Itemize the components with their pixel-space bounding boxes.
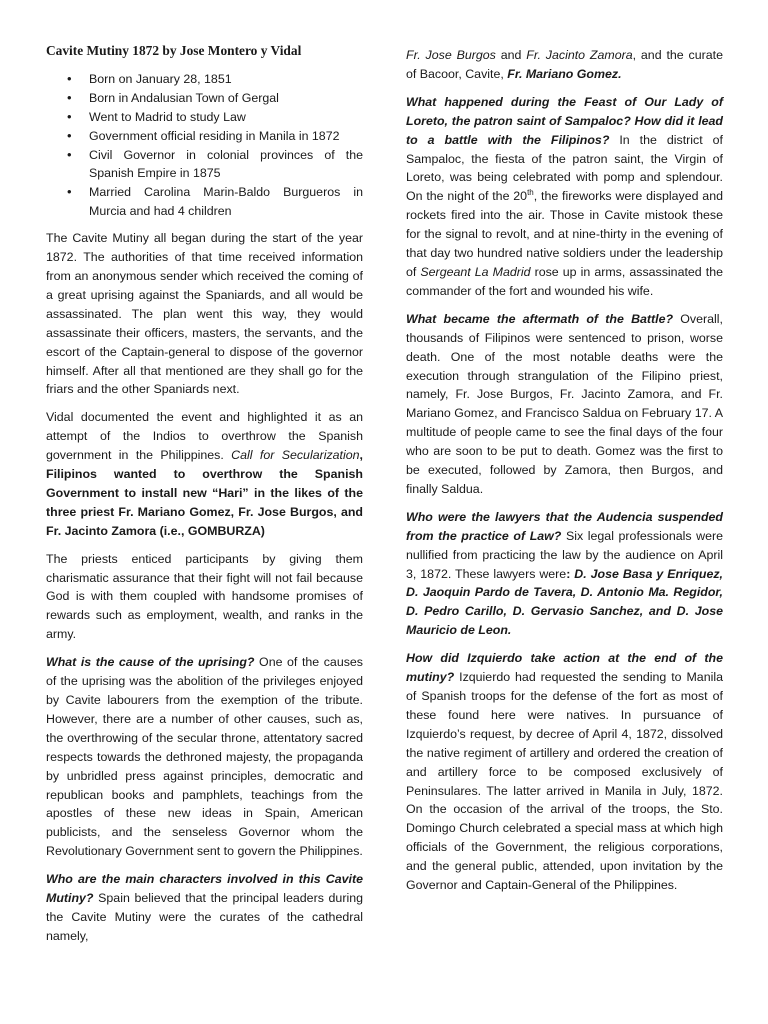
- bio-item: • Born in Andalusian Town of Gergal: [89, 89, 363, 108]
- text-run: :: [566, 566, 571, 581]
- text-run: rose up in arms, assassinated the commander of the fort and wounded his wife.: [406, 264, 723, 298]
- question-lawyers: Who were the lawyers that the Audencia suspended from the practice of Law?: [406, 509, 723, 543]
- biography-list: [46, 70, 363, 221]
- answer-cause: One of the causes of the uprising was the abolition of the privileges enjoyed by Cavite labourers from the exemption of the tribute. However, there are a number of other causes, such as, the overthrowing of the secular throne, attentatory sacred respects towards the dethroned majesty, the propaganda by unbridled press against principles, democratic and republican books and pamphlets, teachings from the apostles of these new ideas in Spain, American publicists, and the senseless Governor whom the Revolutionary Government sent to govern the Philippines.: [46, 655, 363, 859]
- paragraph-intro: The Cavite Mutiny all began during the start of the year 1872. The authorities of that time received information from an anonymous sender which received the coming of a great uprising against the Spaniards, and all would be assassinated. The plan went this way, they would assassinate their officers, masters, the servants, and the escort of the Captain-general to dispose of the governor himself. After all that mentioned are they shall go for the friars and the other Spaniards next.: [46, 231, 363, 397]
- name-la-madrid: Sergeant La Madrid: [420, 264, 531, 279]
- paragraph-feast: [406, 93, 723, 301]
- question-izquierdo: How did Izquierdo take action at the end of the mutiny?: [406, 651, 723, 685]
- lawyer-names: D. Jose Basa y Enriquez, D. Jaoquin Pardo de Tavera, D. Antonio Ma. Regidor, D. Pedro Carillo, D. Gervasio Sanchez, and D. Jose Mauricio de Leon.: [406, 566, 723, 638]
- paragraph-vidal: [46, 408, 363, 540]
- paragraph-characters-cont: [406, 46, 723, 84]
- answer-characters: Spain believed that the principal leaders during the Cavite Mutiny were the curates of the cathedral namely,: [46, 891, 363, 943]
- bio-item: • Born on January 28, 1851: [89, 70, 363, 89]
- bio-item: • Went to Madrid to study Law: [89, 108, 363, 127]
- question-feast: What happened during the Feast of Our Lady of Loreto, the patron saint of Sampaloc? How did it lead to a battle with the Filipinos?: [406, 94, 723, 147]
- text-run: Vidal documented the event and highlighted it as an attempt of the Indios to overthrow the Spanish government in the Philippines.: [46, 410, 363, 463]
- answer-lawyers: Six legal professionals were nullified from practicing the law by the audience on April 3, 1872. These lawyers were: [406, 528, 723, 581]
- bio-item: • Civil Governor in colonial provinces of the Spanish Empire in 1875: [89, 146, 363, 184]
- paragraph-aftermath: [406, 310, 723, 499]
- question-cause: What is the cause of the uprising?: [46, 655, 255, 670]
- name-gomez: Fr. Mariano Gomez.: [507, 66, 622, 81]
- paragraph-izquierdo: [406, 649, 723, 895]
- left-column: [46, 42, 363, 955]
- right-column: [406, 46, 723, 904]
- text-run: , Filipinos wanted to overthrow the Spanish Government to install new “Hari” in the likes of the three priest Fr. Mariano Gomez, Fr. Jose Burgos, and Fr. Jacinto Zamora (i.e., GOMBURZA): [46, 448, 363, 538]
- answer-aftermath: Overall, thousands of Filipinos were sentenced to prison, worse death. One of the most notable deaths were the execution through strangulation of the Filipino priest, namely, Fr. Jose Burgos, Fr. Jacinto Zamora, and Fr. Mariano Gomez, and Francisco Saldua on February 17. A multitude of people came to see the final days of the four who are soon to be put to death. Gomez was the first to be executed, followed by Zamora, then Burgos, and finally Saldua.: [406, 311, 723, 496]
- text-run: , and the curate of Bacoor, Cavite,: [406, 48, 723, 81]
- document-title: Cavite Mutiny 1872 by Jose Montero y Vidal: [46, 43, 302, 58]
- paragraph-priests: The priests enticed participants by giving them charismatic assurance that their fight will not fail because God is with them coupled with handsome promises of rewards such as employment, wealth, and ranks in the army.: [46, 551, 363, 642]
- paragraph-characters: [46, 870, 363, 946]
- answer-feast: In the district of Sampaloc, the fiesta of the patron saint, the Virgin of Loreto, was being celebrated with pomp and splendour. On the night of the 20: [406, 132, 723, 204]
- paragraph-cause: [46, 653, 363, 861]
- name-zamora: Fr. Jacinto Zamora: [526, 48, 633, 62]
- text-run: and: [495, 48, 527, 62]
- bio-item: • Government official residing in Manila in 1872: [89, 127, 363, 146]
- secularization-term: Call for Secularization: [231, 448, 360, 463]
- bio-item: • Married Carolina Marin-Baldo Burgueros in Murcia and had 4 children: [89, 183, 363, 221]
- paragraph-lawyers: [406, 508, 723, 640]
- answer-izquierdo: Izquierdo had requested the sending to Manila of Spanish troops for the defense of the fort as most of these found here were natives. In pursuance of Izquierdo’s request, by decree of April 4, 1872, dissolved the native regiment of artillery and ordered the creation of and artillery force to be composed exclusively of Peninsulares. The latter arrived in Manila in July, 1872. On the occasion of the arrival of the troops, the Sto. Domingo Church celebrated a special mass at which high officials of the Government, the religious corporations, and the general public, attended, upon invitation by the Governor and Captain-General of the Philippines.: [406, 670, 723, 893]
- superscript: th: [527, 188, 534, 198]
- name-burgos: Fr. Jose Burgos: [406, 48, 496, 62]
- question-characters: Who are the main characters involved in this Cavite Mutiny?: [46, 872, 363, 906]
- text-run: , the fireworks were displayed and rockets fired into the air. Those in Cavite mistook these for the signal to revolt, and at nine-thirty in the evening of that day two hundred native soldiers under the leadership of: [406, 189, 723, 279]
- question-aftermath: What became the aftermath of the Battle?: [406, 311, 674, 326]
